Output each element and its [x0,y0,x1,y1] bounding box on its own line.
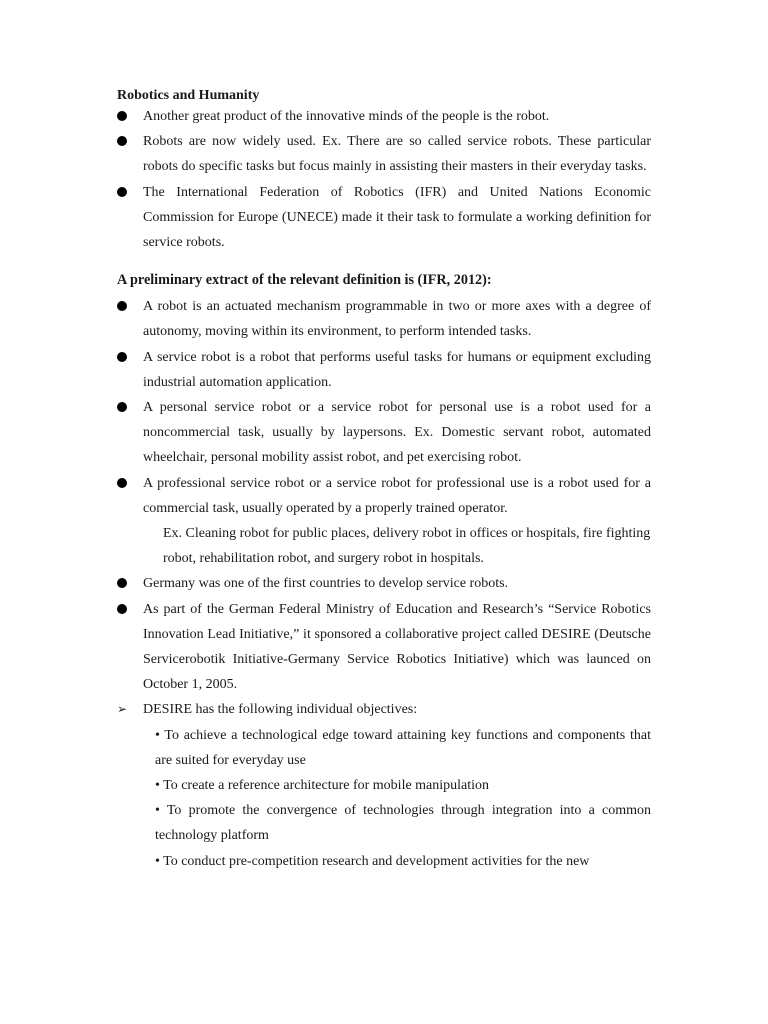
list-item-text: A personal service robot or a service robot for personal use is a robot used for a noncommercial task, usually by laypersons. Ex. Domestic servant robot, automated wheelchair, personal mobility assist robot, and pet exercising robot. [143,400,651,466]
list-item-text: As part of the German Federal Ministry of Education and Research’s “Service Robotics Innovation Lead Initiative,” it sponsored a collaborative project called DESIRE (Deutsche Servicerobotik Initiative-Germany Service Robotics Initiative) which was launced on October 1, 2005. [143,601,651,693]
list-item [117,571,651,596]
list-item [117,129,651,179]
arrow-bullet-icon: ➢ [117,702,128,717]
bullet-icon [117,604,127,614]
objective-item: • To promote the convergence of technologies through integration into a common technology platform [155,803,651,844]
list-item [117,180,651,256]
list-item [117,597,651,698]
list-item-text: Robots are now widely used. Ex. There are so called service robots. These particular robots do specific tasks but focus mainly in assisting their masters in their everyday tasks. [143,134,651,175]
list-item [117,294,651,344]
list-item-text: The International Federation of Robotics (IFR) and United Nations Economic Commission for Europe (UNECE) made it their task to formulate a working definition for service robots. [143,184,651,251]
bullet-icon [117,301,127,311]
objective-item: • To achieve a technological edge toward attaining key functions and components that are suited for everyday use [155,727,651,768]
bullet-icon [117,402,127,412]
bullet-icon [117,136,127,146]
section-title-robotics-and-humanity: Robotics and Humanity [117,88,260,103]
section-title-preliminary-extract: A preliminary extract of the relevant definition is (IFR, 2012): [117,272,492,289]
arrow-list-item [117,697,651,722]
example-paragraph: Ex. Cleaning robot for public places, delivery robot in offices or hospitals, fire fighting robot, rehabilitation robot, and surgery robot in hospitals. [163,526,651,567]
list-item-text: Germany was one of the first countries to develop service robots. [143,576,509,592]
bullet-icon [117,352,127,362]
list-item-text: A service robot is a robot that performs useful tasks for humans or equipment excluding industrial automation application. [143,349,651,390]
section1-bullet-list [117,104,651,255]
bullet-icon [117,478,127,488]
list-item [117,471,651,521]
list-item-text: A robot is an actuated mechanism programmable in two or more axes with a degree of autonomy, moving within its environment, to perform intended tasks. [143,299,651,340]
objective-item: • To create a reference architecture for mobile manipulation [155,778,490,794]
bullet-icon [117,111,127,121]
objective-item: • To conduct pre-competition research and development activities for the new [155,853,590,869]
bullet-icon [117,578,127,588]
list-item [117,395,651,471]
list-item-text: A professional service robot or a service robot for professional use is a robot used for a commercial task, usually operated by a properly trained operator. [143,475,651,516]
list-item [117,104,651,129]
list-item [117,345,651,395]
section2-bullet-list [117,294,651,874]
bullet-icon [117,187,127,197]
list-item-text: DESIRE has the following individual objectives: [143,702,418,718]
list-item-text: Another great product of the innovative minds of the people is the robot. [143,109,550,124]
